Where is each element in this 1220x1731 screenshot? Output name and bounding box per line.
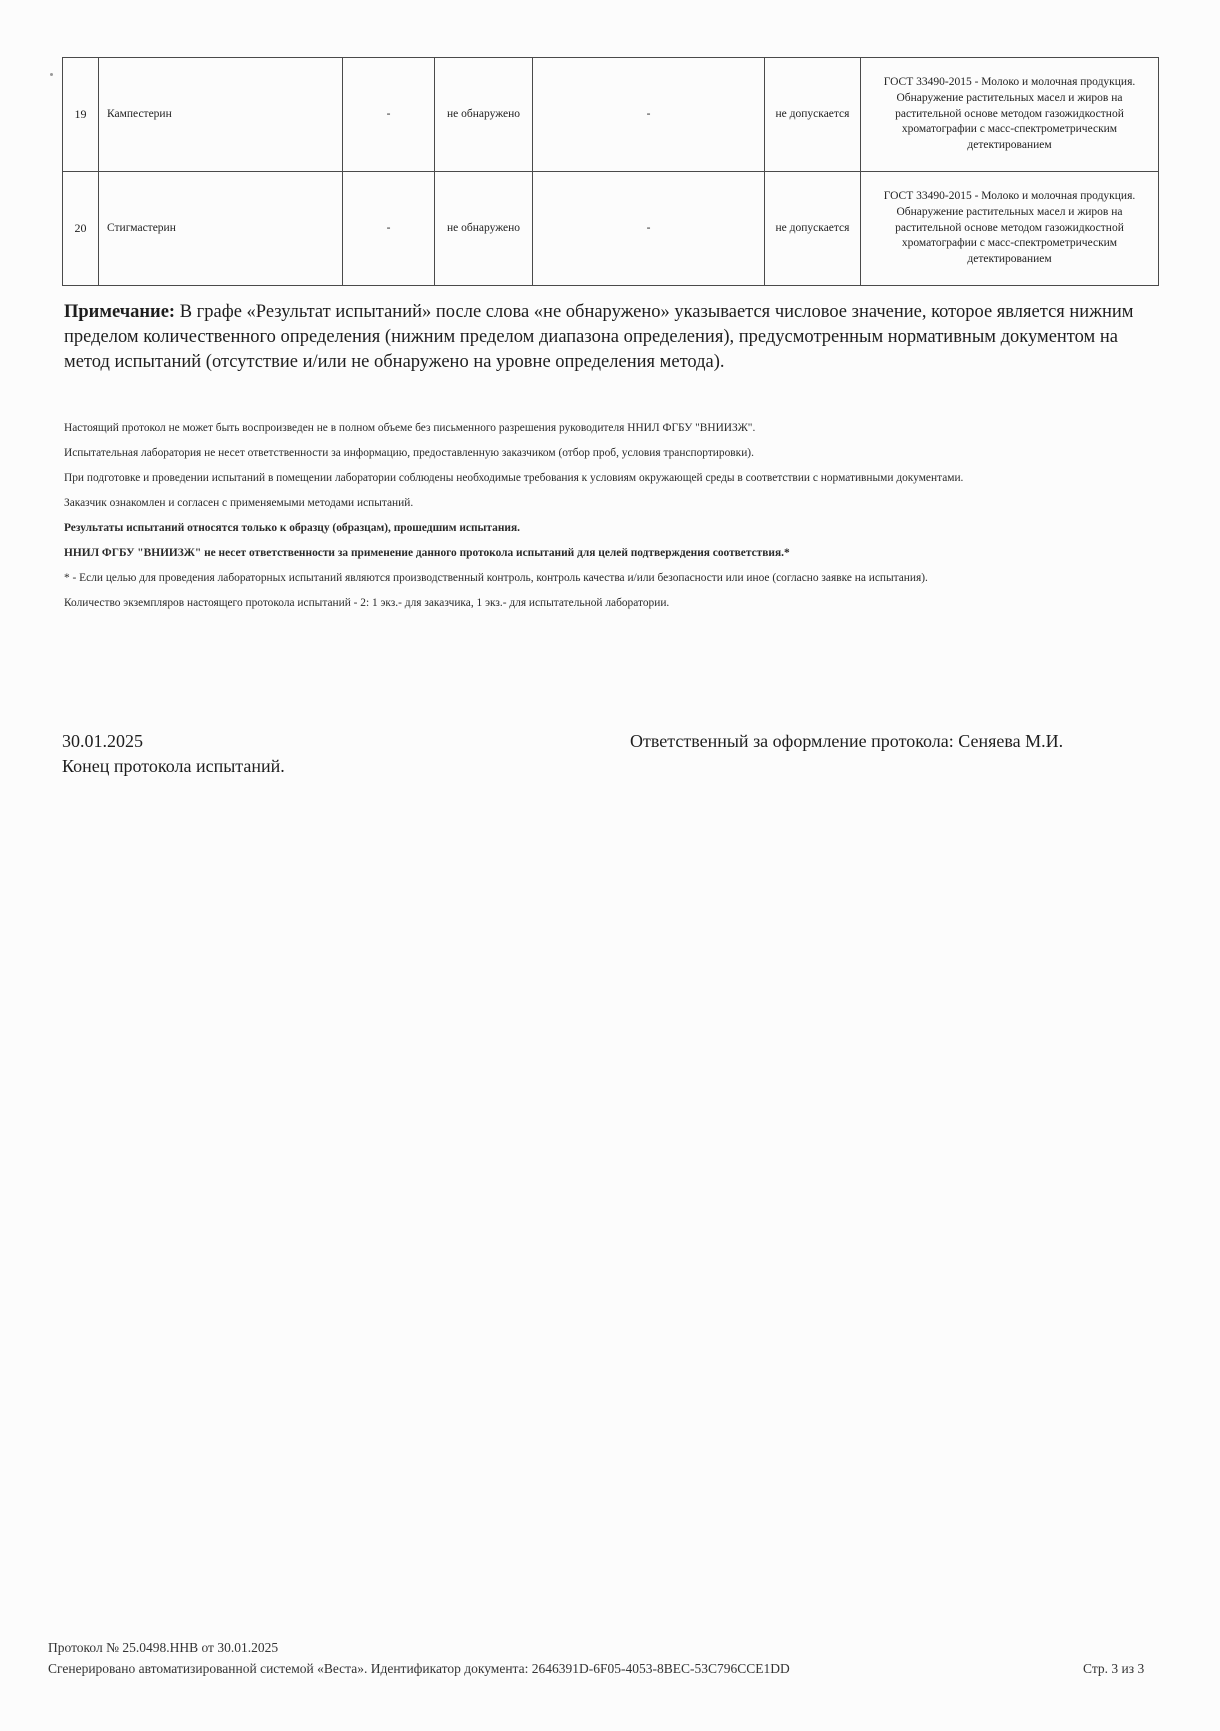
table-row bbox=[63, 58, 1159, 172]
uncertainty-cell: - bbox=[533, 172, 765, 286]
results-table bbox=[62, 57, 1159, 286]
uncertainty-cell: - bbox=[533, 58, 765, 172]
disclaimer-methods: Заказчик ознакомлен и согласен с применяемыми методами испытаний. bbox=[64, 497, 414, 509]
indicator-name: Стигмастерин bbox=[99, 172, 343, 286]
indicator-name: Кампестерин bbox=[99, 58, 343, 172]
note-paragraph bbox=[64, 300, 1164, 375]
result-cell: не обнаружено bbox=[435, 172, 533, 286]
method-cell: ГОСТ 33490-2015 - Молоко и молочная продукция. Обнаружение растительных масел и жиров на растительной основе методом газожидкостной хроматографии с масс-спектрометрическим детектированием bbox=[861, 58, 1159, 172]
method-cell: ГОСТ 33490-2015 - Молоко и молочная продукция. Обнаружение растительных масел и жиров на растительной основе методом газожидкостной хроматографии с масс-спектрометрическим детектированием bbox=[861, 172, 1159, 286]
responsible-person: Ответственный за оформление протокола: Сеняева М.И. bbox=[630, 731, 1064, 751]
end-of-protocol: Конец протокола испытаний. bbox=[62, 756, 285, 776]
unit-cell: - bbox=[343, 58, 435, 172]
disclaimer-reproduction: Настоящий протокол не может быть воспроизведен не в полном объеме без письменного разрешения руководителя ННИЛ ФГБУ "ВНИИЗЖ". bbox=[64, 422, 756, 434]
footer-generated-by: Сгенерировано автоматизированной системой «Веста». Идентификатор документа: 2646391D-6F05-4053-8BEC-53C796CCE1DD bbox=[48, 1661, 790, 1676]
norm-cell: не допускается bbox=[765, 58, 861, 172]
table-row bbox=[63, 172, 1159, 286]
disclaimer-results-scope: Результаты испытаний относятся только к образцу (образцам), прошедшим испытания. bbox=[64, 522, 520, 534]
signature-date: 30.01.2025 bbox=[62, 731, 143, 751]
footer-protocol-number: Протокол № 25.0498.ННВ от 30.01.2025 bbox=[48, 1640, 279, 1655]
note-label: Примечание: bbox=[64, 302, 176, 322]
disclaimer-footnote: * - Если целью для проведения лабораторных испытаний являются производственный контроль, контроль качества и/или безопасности или иное (согласно заявке на испытания). bbox=[64, 572, 928, 584]
result-cell: не обнаружено bbox=[435, 58, 533, 172]
disclaimer-environment: При подготовке и проведении испытаний в помещении лаборатории соблюдены необходимые требования к условиям окружающей среды в соответствии с нормативными документами. bbox=[64, 472, 964, 484]
unit-cell: - bbox=[343, 172, 435, 286]
disclaimers bbox=[64, 416, 1160, 616]
note-text: В графе «Результат испытаний» после слова «не обнаружено» указывается числовое значение, которое является нижним пределом количественного определения (нижним пределом диапазона определения), предусмотренным нормативным документом на метод испытаний (отсутствие и/или не обнаружено на уровне определения метода). bbox=[64, 302, 1134, 372]
disclaimer-conformity: ННИЛ ФГБУ "ВНИИЗЖ" не несет ответственности за применение данного протокола испытаний для целей подтверждения соответствия.* bbox=[64, 547, 790, 559]
scan-artifact bbox=[50, 73, 53, 76]
row-number: 19 bbox=[63, 58, 99, 172]
row-number: 20 bbox=[63, 172, 99, 286]
disclaimer-customer-info: Испытательная лаборатория не несет ответственности за информацию, предоставленную заказчиком (отбор проб, условия транспортировки). bbox=[64, 447, 754, 459]
norm-cell: не допускается bbox=[765, 172, 861, 286]
disclaimer-copies: Количество экземпляров настоящего протокола испытаний - 2: 1 экз.- для заказчика, 1 экз.- для испытательной лаборатории. bbox=[64, 597, 670, 609]
footer-page-number: Стр. 3 из 3 bbox=[1083, 1661, 1145, 1676]
